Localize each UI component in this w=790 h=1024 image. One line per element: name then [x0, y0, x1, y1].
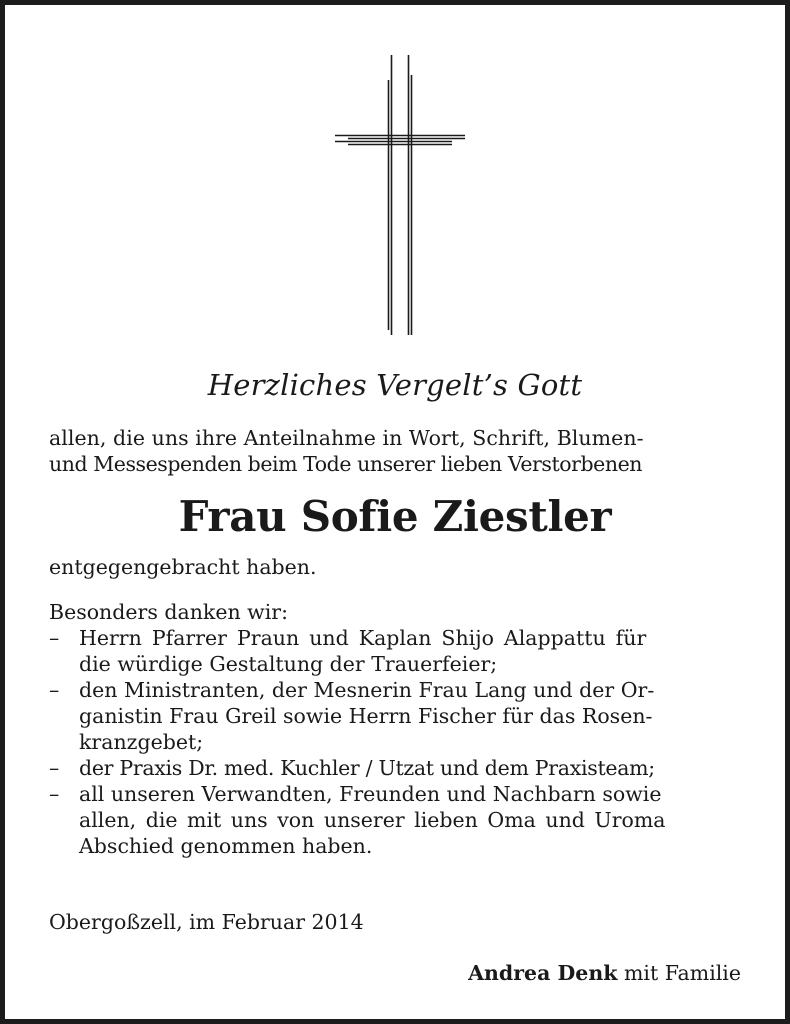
thanks-line: allen, die mit uns von unserer lieben Oma und Uroma	[79, 808, 666, 832]
thanks-item	[49, 625, 749, 677]
deceased-name: Frau Sofie Ziestler	[178, 492, 612, 541]
dash-bullet: –	[49, 626, 60, 650]
place-date: Obergoßzell, im Februar 2014	[49, 910, 364, 934]
signer-name: Andrea Denk	[468, 961, 618, 985]
after-name-text: entgegengebracht haben.	[49, 555, 317, 579]
thanks-line: Herrn Pfarrer Praun und Kaplan Shijo Alappattu für	[79, 626, 647, 650]
thanks-line: der Praxis Dr. med. Kuchler / Utzat und dem Praxisteam;	[79, 756, 655, 780]
dash-bullet: –	[49, 678, 60, 702]
heading: Herzliches Vergelt’s Gott	[207, 368, 583, 402]
signature	[468, 960, 741, 986]
intro-line: allen, die uns ihre Anteilnahme in Wort, Schrift, Blumen-	[49, 426, 644, 450]
intro-line: und Messespenden beim Tode unserer lieben Verstorbenen	[49, 452, 643, 476]
thanks-line: Abschied genommen haben.	[79, 834, 373, 858]
thanks-intro: Besonders danken wir:	[49, 600, 288, 624]
dash-bullet: –	[49, 756, 60, 780]
intro-paragraph	[49, 425, 743, 477]
thanks-line: all unseren Verwandten, Freunden und Nachbarn sowie	[79, 782, 662, 806]
signature-suffix: mit Familie	[617, 961, 741, 985]
thanks-list	[49, 625, 749, 859]
thanks-line: den Ministranten, der Mesnerin Frau Lang und der Or-	[79, 678, 655, 702]
thanks-item	[49, 755, 749, 781]
thanks-line: die würdige Gestaltung der Trauerfeier;	[79, 652, 498, 676]
cross-icon	[330, 50, 470, 340]
thanks-item	[49, 677, 749, 755]
thanks-line: ganistin Frau Greil sowie Herrn Fischer für das Rosen-	[79, 704, 653, 728]
thanks-line: kranzgebet;	[79, 730, 204, 754]
thanks-item	[49, 781, 749, 859]
dash-bullet: –	[49, 782, 60, 806]
